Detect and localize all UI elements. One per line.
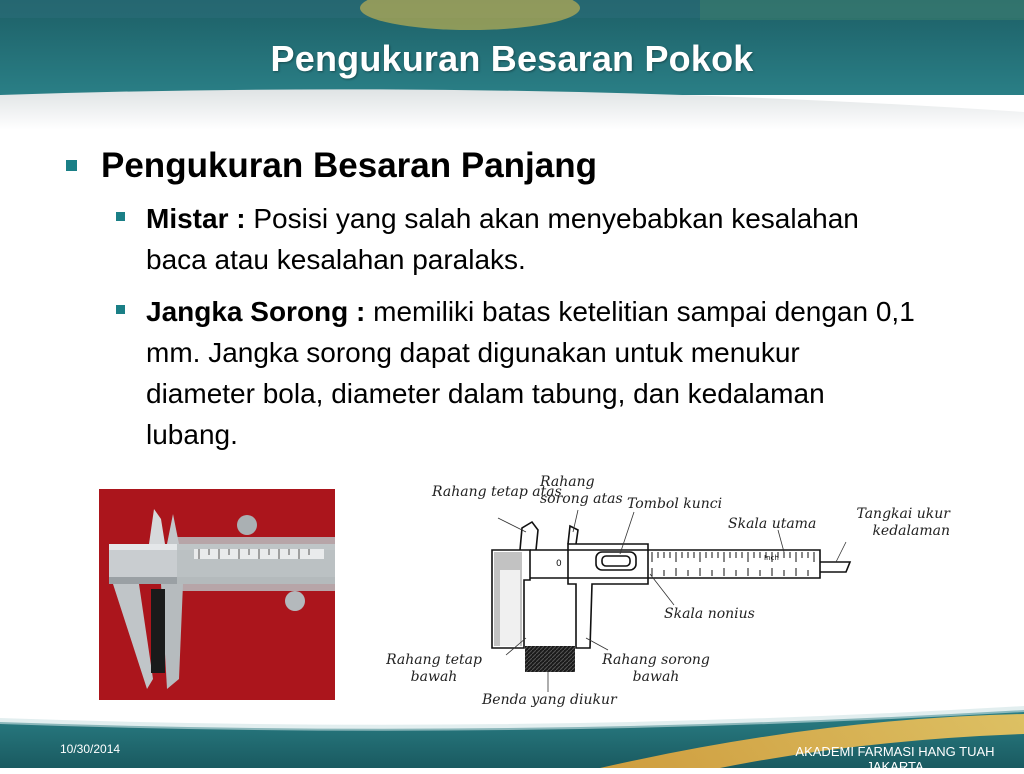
footer-date: 10/30/2014	[60, 742, 121, 756]
caliper-diagram	[380, 470, 960, 710]
bullet-square-icon	[66, 160, 77, 171]
item-mistar-text: Posisi yang salah akan menyebabkan kesalahan baca atau kesalahan paralaks.	[146, 203, 859, 275]
label-rahang-sorong-atas: Rahang sorong atas	[540, 474, 623, 507]
footer-org: AKADEMI FARMASI HANG TUAH JAKARTA	[795, 744, 995, 774]
label-tangkai-ukur: Tangkai ukur kedalaman	[856, 506, 950, 539]
header-band	[0, 0, 1024, 130]
item-mistar-term: Mistar :	[146, 203, 246, 234]
label-benda-diukur: Benda yang diukur	[482, 692, 617, 708]
label-rahang-tetap-bawah: Rahang tetap bawah	[386, 652, 482, 685]
item-jangka-sorong	[146, 291, 916, 455]
scale-inch-label: Inch	[764, 554, 779, 562]
bullet-square-icon	[116, 305, 125, 314]
scale-zero-label: 0	[556, 559, 562, 569]
item-mistar	[146, 198, 916, 280]
bullet-square-icon	[116, 212, 125, 221]
label-skala-nonius: Skala nonius	[664, 606, 755, 622]
label-tombol-kunci: Tombol kunci	[627, 496, 723, 512]
slide-title: Pengukuran Besaran Pokok	[270, 38, 754, 79]
caliper-photo	[99, 489, 335, 700]
label-rahang-sorong-bawah: Rahang sorong bawah	[602, 652, 710, 685]
label-skala-utama: Skala utama	[728, 516, 817, 532]
item-jangka-sorong-term: Jangka Sorong :	[146, 296, 366, 327]
heading-besaran-panjang: Pengukuran Besaran Panjang	[101, 146, 597, 185]
label-rahang-tetap-atas: Rahang tetap atas	[432, 484, 562, 500]
item-jangka-sorong-text: memiliki batas ketelitian sampai dengan 0,1 mm. Jangka sorong dapat digunakan untuk menukur diameter bola, diameter dalam tabung, dan kedalaman lubang.	[146, 296, 915, 450]
